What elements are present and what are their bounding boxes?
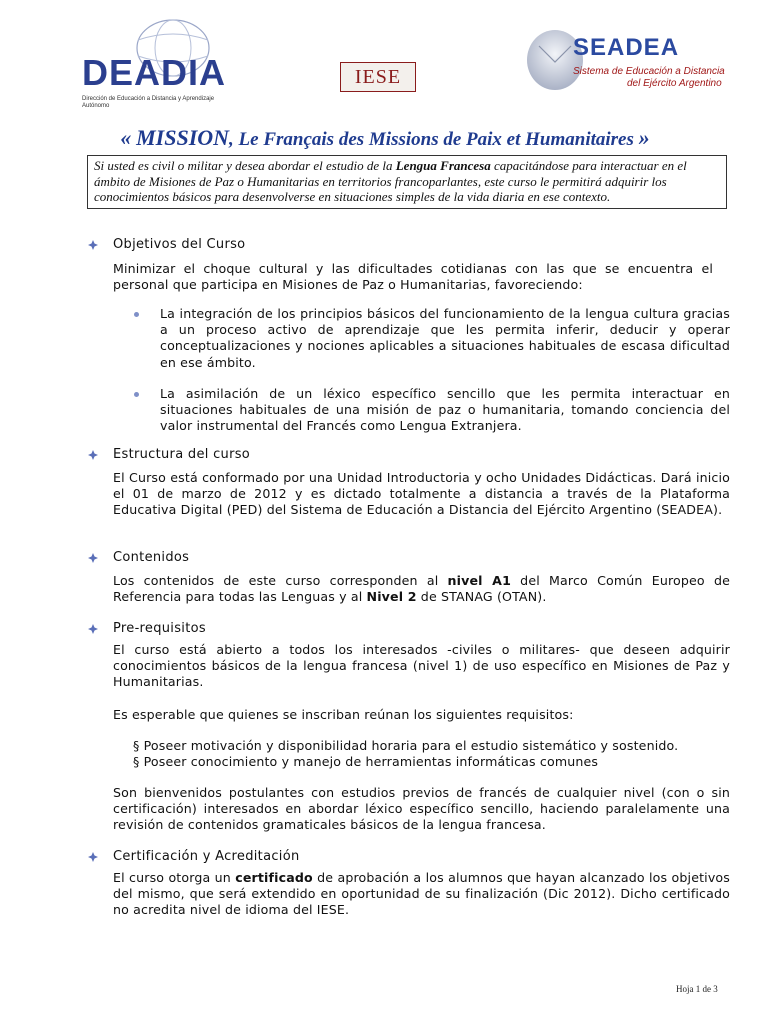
- deadia-subtitle: Dirección de Educación a Distancia y Aprendizaje Autónomo: [82, 96, 215, 109]
- iese-logo: [340, 62, 416, 92]
- objetivos-text: Minimizar el choque cultural y las dificultades cotidianas con las que se encuentra el personal que participa en Misiones de Paz o Humanitarias, favoreciendo:: [113, 261, 713, 293]
- bullet-dot-icon: [134, 312, 139, 317]
- certificacion-text: [113, 870, 730, 919]
- diamond-bullet-icon: [88, 450, 98, 460]
- diamond-bullet-icon: [88, 240, 98, 250]
- diamond-bullet-icon: [88, 852, 98, 862]
- contenidos-bold-b: Nivel 2: [366, 589, 417, 605]
- certificacion-text-a: El curso otorga un: [113, 870, 236, 885]
- section-title-estructura: Estructura del curso: [113, 447, 251, 462]
- contenidos-text-a: Los contenidos de este curso corresponden al: [113, 573, 448, 588]
- seadea-logo: [525, 26, 735, 96]
- prerequisitos-req-2: § Poseer conocimiento y manejo de herramientas informáticas comunes: [133, 754, 599, 769]
- prerequisitos-text-3: Son bienvenidos postulantes con estudios previos de francés de cualquier nivel (con o sin certificación) interesados en abordar léxico específico sencillo, haciendo paralelamente una revisión de contenidos gramaticales básicos de la lengua francesa.: [113, 785, 730, 833]
- section-title-prerequisitos: Pre-requisitos: [113, 621, 206, 636]
- intro-text-2: capacitándose para interactuar en el ámbito de Misiones de Paz o Humanitarias en territorios francoparlantes, este curso le permitirá adquirir los conocimientos básicos para desenvolverse en situaciones simples de la vida diaria en ese contexto.: [94, 158, 687, 204]
- prerequisitos-text-2: Es esperable que quienes se inscriban reúnan los siguientes requisitos:: [113, 707, 574, 722]
- page-title: [0, 125, 770, 151]
- contenidos-bold-a: nivel A1: [447, 573, 511, 588]
- objetivos-item-2: La asimilación de un léxico específico sencillo que les permita interactuar en situaciones habituales de una misión de paz o humanitaria, tomando conciencia del valor instrumental del Francés como Lengua Extranjera.: [160, 386, 730, 434]
- intro-bold: Lengua Francesa: [395, 158, 491, 173]
- title-rest: , Le Français des Missions de Paix et Humanitaires: [229, 129, 634, 150]
- deadia-wordmark: DEADIA: [82, 52, 227, 93]
- seadea-subtitle-1: Sistema de Educación a Distancia: [573, 66, 725, 77]
- objetivos-item-1: La integración de los principios básicos del funcionamiento de la lengua cultura gracias a un proceso activo de aprendizaje que les permita inferir, deducir y operar conceptualizaciones y nociones aplicables a situaciones habituales de escasa dificultad en ese ámbito.: [160, 306, 730, 370]
- diamond-bullet-icon: [88, 553, 98, 563]
- seadea-wordmark: SEADEA: [573, 34, 680, 61]
- deadia-logo: [78, 18, 227, 110]
- estructura-text: El Curso está conformado por una Unidad Introductoria y ocho Unidades Didácticas. Dará inicio el 01 de marzo de 2012 y es dictado totalmente a distancia a través de la Plataforma Educativa Digital (PED) del Sistema de Educación a Distancia del Ejército Argentino (SEADEA).: [113, 470, 730, 518]
- page-number: Hoja 1 de 3: [676, 984, 718, 994]
- intro-text-1: Si usted es civil o militar y desea abordar el estudio de la: [94, 158, 396, 173]
- prerequisitos-text-1: El curso está abierto a todos los interesados -civiles o militares- que deseen adquirir conocimientos básicos de la lengua francesa (nivel 1) de uso específico en Misiones de Paz y Humanitarias.: [113, 642, 730, 690]
- title-close-quote: »: [638, 125, 650, 150]
- section-title-certificacion: Certificación y Acreditación: [113, 849, 300, 864]
- section-title-contenidos: Contenidos: [113, 550, 190, 565]
- contenidos-text-c: de STANAG (OTAN).: [416, 589, 547, 605]
- title-main: MISSION: [136, 125, 230, 150]
- contenidos-text-b: del Marco Común Europeo de Referencia para todas las Lenguas y al: [113, 573, 730, 605]
- title-open-quote: «: [120, 125, 132, 150]
- bullet-dot-icon: [134, 392, 139, 397]
- contenidos-text: [113, 573, 730, 605]
- section-title-objetivos: Objetivos del Curso: [113, 237, 246, 252]
- prerequisitos-req-1: § Poseer motivación y disponibilidad horaria para el estudio sistemático y sostenido.: [133, 738, 679, 753]
- certificacion-bold: certificado: [235, 870, 313, 885]
- seadea-subtitle-2: del Ejército Argentino: [627, 78, 722, 89]
- diamond-bullet-icon: [88, 624, 98, 634]
- intro-box: [87, 155, 727, 209]
- iese-wordmark: IESE: [354, 65, 402, 88]
- certificacion-text-b: de aprobación a los alumnos que hayan alcanzado los objetivos del mismo, que será extendido en oportunidad de su finalización (Dic 2012). Dicho certificado no acredita nivel de idioma del IESE.: [113, 870, 730, 918]
